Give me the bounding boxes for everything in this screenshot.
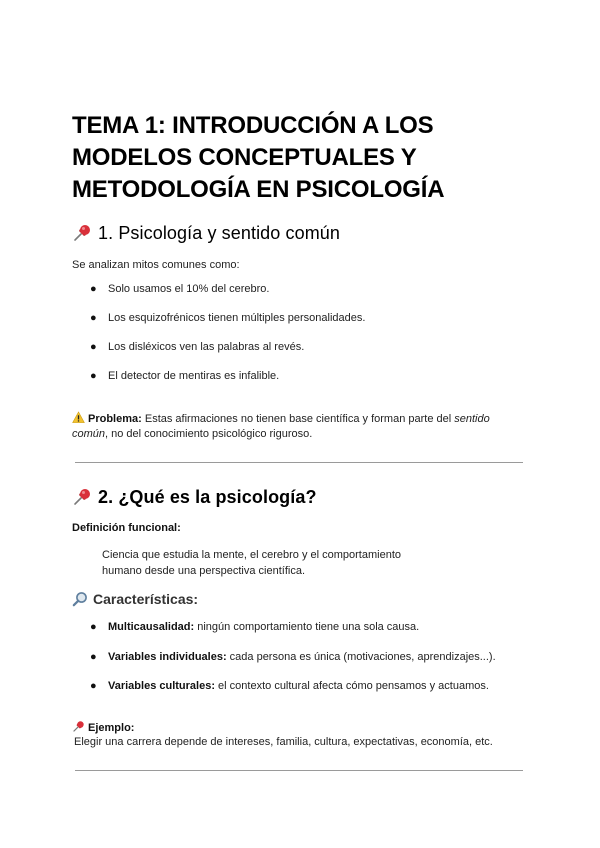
- characteristics-heading: [72, 590, 198, 608]
- section-2-title: 2. ¿Qué es la psicología?: [98, 487, 317, 507]
- list-item: [90, 620, 419, 635]
- problem-text-end: , no del conocimiento psicológico riguroso.: [105, 428, 313, 440]
- characteristics-title: Características:: [93, 591, 199, 607]
- pushpin-icon: [72, 720, 85, 733]
- problem-label: Problema:: [88, 413, 142, 425]
- bullet-dot: ●: [90, 621, 97, 633]
- example-text: Elegir una carrera depende de intereses, familia, cultura, expectativas, economía, etc.: [74, 736, 493, 748]
- characteristic-label: Variables culturales:: [108, 680, 215, 692]
- characteristic-text: cada persona es única (motivaciones, aprendizajes...).: [226, 651, 496, 663]
- list-item-text: El detector de mentiras es infalible.: [108, 370, 280, 382]
- definition-text: Ciencia que estudia la mente, el cerebro y el comportamiento humano desde una perspectiva científica.: [102, 549, 401, 577]
- list-item-text: Solo usamos el 10% del cerebro.: [108, 283, 270, 295]
- problem-italic: sentido común: [72, 413, 490, 440]
- characteristic-label: Multicausalidad:: [108, 621, 195, 633]
- section-1-heading: [72, 222, 340, 244]
- bullet-dot: ●: [90, 312, 97, 324]
- bullet-dot: ●: [90, 341, 97, 353]
- warning-icon: [72, 411, 85, 424]
- list-item: [90, 650, 496, 665]
- bullet-dot: ●: [90, 283, 97, 295]
- list-item: [90, 340, 304, 355]
- pushpin-icon: [72, 487, 92, 507]
- example-label-line: [72, 720, 134, 736]
- bullet-dot: ●: [90, 680, 97, 692]
- list-item: [90, 311, 365, 326]
- problem-paragraph: [72, 411, 512, 442]
- characteristic-text: el contexto cultural afecta cómo pensamos y actuamos.: [215, 680, 489, 692]
- list-item: [90, 282, 269, 297]
- characteristic-text: ningún comportamiento tiene una sola causa.: [194, 621, 420, 633]
- bullet-dot: ●: [90, 370, 97, 382]
- list-item: [90, 679, 489, 694]
- definition-label: Definición funcional:: [72, 522, 181, 534]
- section-1-title: 1. Psicología y sentido común: [98, 223, 341, 243]
- section-divider: [75, 770, 523, 771]
- characteristic-label: Variables individuales:: [108, 651, 227, 663]
- list-item-text: Los esquizofrénicos tienen múltiples personalidades.: [108, 312, 366, 324]
- magnifier-icon: [72, 591, 88, 607]
- section-2-heading: [72, 486, 317, 508]
- problem-text: Estas afirmaciones no tienen base científica y forman parte del: [141, 413, 455, 425]
- section-1-intro: Se analizan mitos comunes como:: [72, 259, 240, 271]
- bullet-dot: ●: [90, 651, 97, 663]
- pushpin-icon: [72, 223, 92, 243]
- document-title: TEMA 1: INTRODUCCIÓN A LOS MODELOS CONCEPTUALES Y METODOLOGÍA EN PSICOLOGÍA: [72, 112, 445, 203]
- section-divider: [75, 462, 523, 463]
- list-item: [90, 369, 279, 384]
- example-label: Ejemplo:: [88, 722, 135, 734]
- list-item-text: Los disléxicos ven las palabras al revés.: [108, 341, 305, 353]
